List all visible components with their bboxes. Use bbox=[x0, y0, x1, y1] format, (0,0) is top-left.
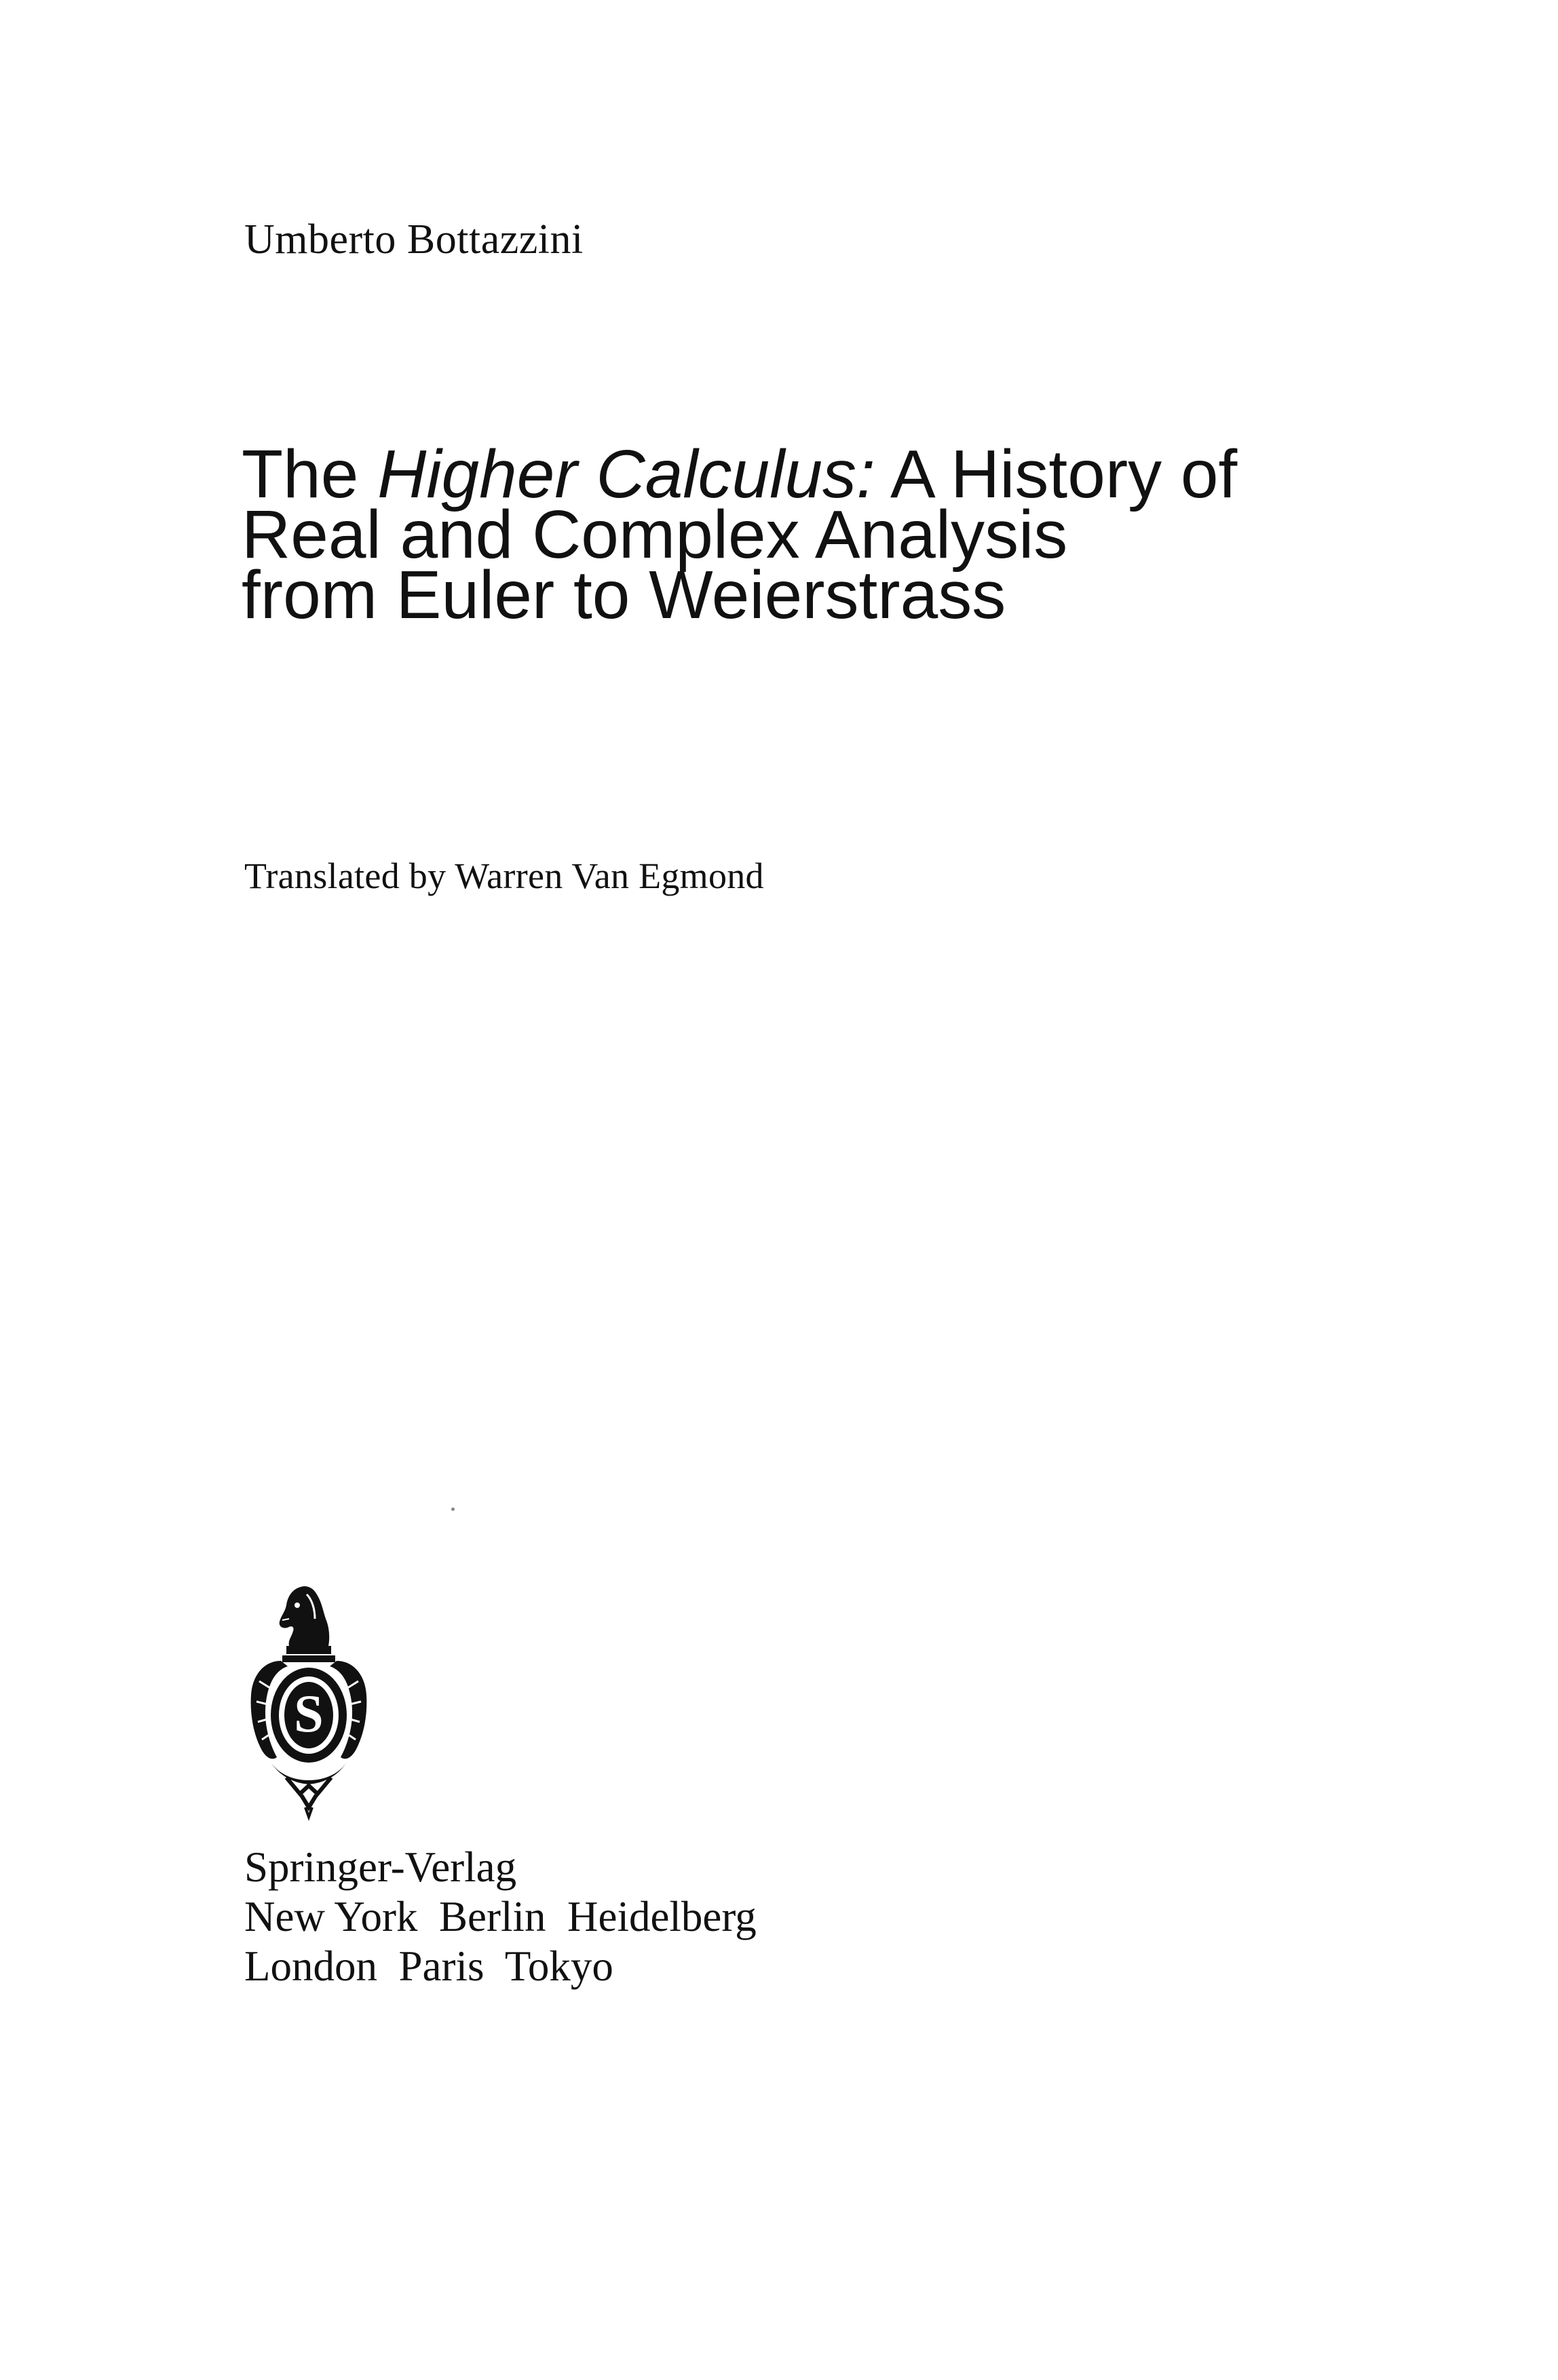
publisher-cities-2: London Paris Tokyo bbox=[244, 1942, 613, 1990]
title-line-3: from Euler to Weierstrass bbox=[242, 557, 1006, 633]
title-line-2: Real and Complex Analysis bbox=[242, 497, 1068, 573]
springer-knight-logo-icon bbox=[239, 1579, 383, 1824]
svg-text:S: S bbox=[294, 1684, 324, 1743]
book-title bbox=[242, 436, 1238, 633]
title-line-1 bbox=[242, 436, 1238, 512]
title-suffix: A History of bbox=[875, 436, 1238, 512]
publisher-imprint bbox=[244, 1843, 757, 1991]
publisher-name: Springer-Verlag bbox=[244, 1843, 517, 1891]
publisher-cities-1: New York Berlin Heidelberg bbox=[244, 1893, 757, 1940]
scan-speck bbox=[451, 1508, 455, 1511]
author-name: Umberto Bottazzini bbox=[244, 216, 584, 263]
translator-credit: Translated by Warren Van Egmond bbox=[244, 856, 764, 896]
title-italic: Higher Calculus: bbox=[377, 436, 875, 512]
title-prefix: The bbox=[242, 436, 378, 512]
